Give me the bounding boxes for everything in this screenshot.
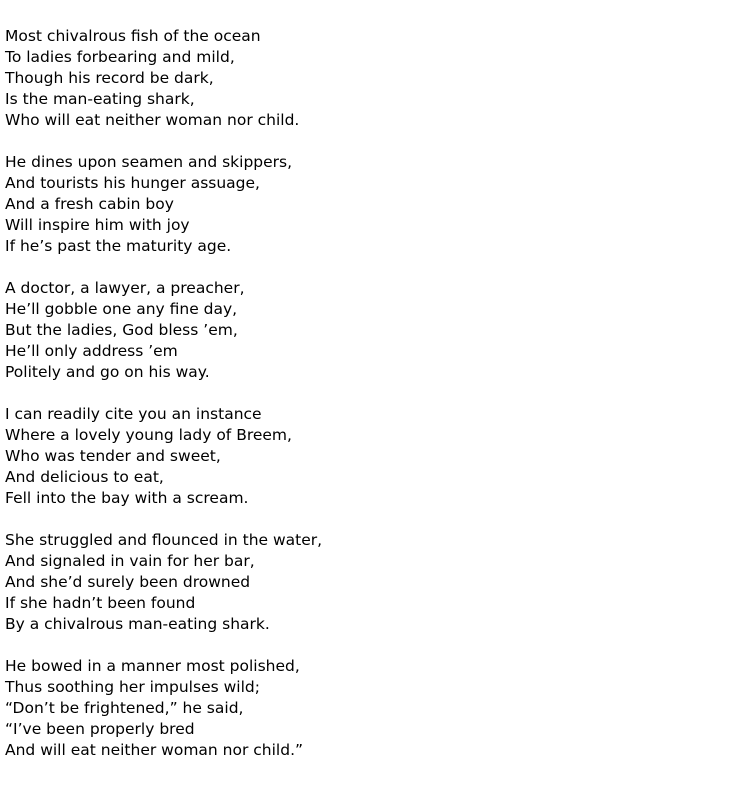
poem-line: He dines upon seamen and skippers, xyxy=(5,153,293,171)
poem-line: He’ll gobble one any fine day, xyxy=(5,300,238,318)
poem-line: Who will eat neither woman nor child. xyxy=(5,111,300,129)
stanza-5 xyxy=(5,530,745,635)
poem-line: And a fresh cabin boy xyxy=(5,195,174,213)
poem-line: Though his record be dark, xyxy=(5,69,214,87)
poem-line: Most chivalrous fish of the ocean xyxy=(5,27,261,45)
poem-line: I can readily cite you an instance xyxy=(5,405,262,423)
poem-line: She struggled and flounced in the water, xyxy=(5,531,323,549)
poem-line: Is the man-eating shark, xyxy=(5,90,195,108)
poem-line: And delicious to eat, xyxy=(5,468,164,486)
poem-line: By a chivalrous man-eating shark. xyxy=(5,615,270,633)
poem-line: Will inspire him with joy xyxy=(5,216,190,234)
poem-line: “Don’t be frightened,” he said, xyxy=(5,699,244,717)
poem-line: To ladies forbearing and mild, xyxy=(5,48,235,66)
stanza-4 xyxy=(5,404,745,509)
poem-line: Who was tender and sweet, xyxy=(5,447,221,465)
poem-line: And tourists his hunger assuage, xyxy=(5,174,260,192)
poem-line: And signaled in vain for her bar, xyxy=(5,552,255,570)
stanza-1 xyxy=(5,26,745,131)
poem-line: “I’ve been properly bred xyxy=(5,720,195,738)
poem-line: Politely and go on his way. xyxy=(5,363,210,381)
poem-line: Where a lovely young lady of Breem, xyxy=(5,426,292,444)
poem-line: And will eat neither woman nor child.” xyxy=(5,741,304,759)
poem-line: A doctor, a lawyer, a preacher, xyxy=(5,279,245,297)
poem-line: He’ll only address ’em xyxy=(5,342,178,360)
poem-line: Thus soothing her impulses wild; xyxy=(5,678,260,696)
poem-line: And she’d surely been drowned xyxy=(5,573,251,591)
stanza-6 xyxy=(5,656,745,761)
poem-line: But the ladies, God bless ’em, xyxy=(5,321,238,339)
poem-line: Fell into the bay with a scream. xyxy=(5,489,249,507)
poem-line: He bowed in a manner most polished, xyxy=(5,657,300,675)
stanza-2 xyxy=(5,152,745,257)
poem-body xyxy=(5,26,745,782)
stanza-3 xyxy=(5,278,745,383)
poem-line: If he’s past the maturity age. xyxy=(5,237,232,255)
poem-line: If she hadn’t been found xyxy=(5,594,196,612)
